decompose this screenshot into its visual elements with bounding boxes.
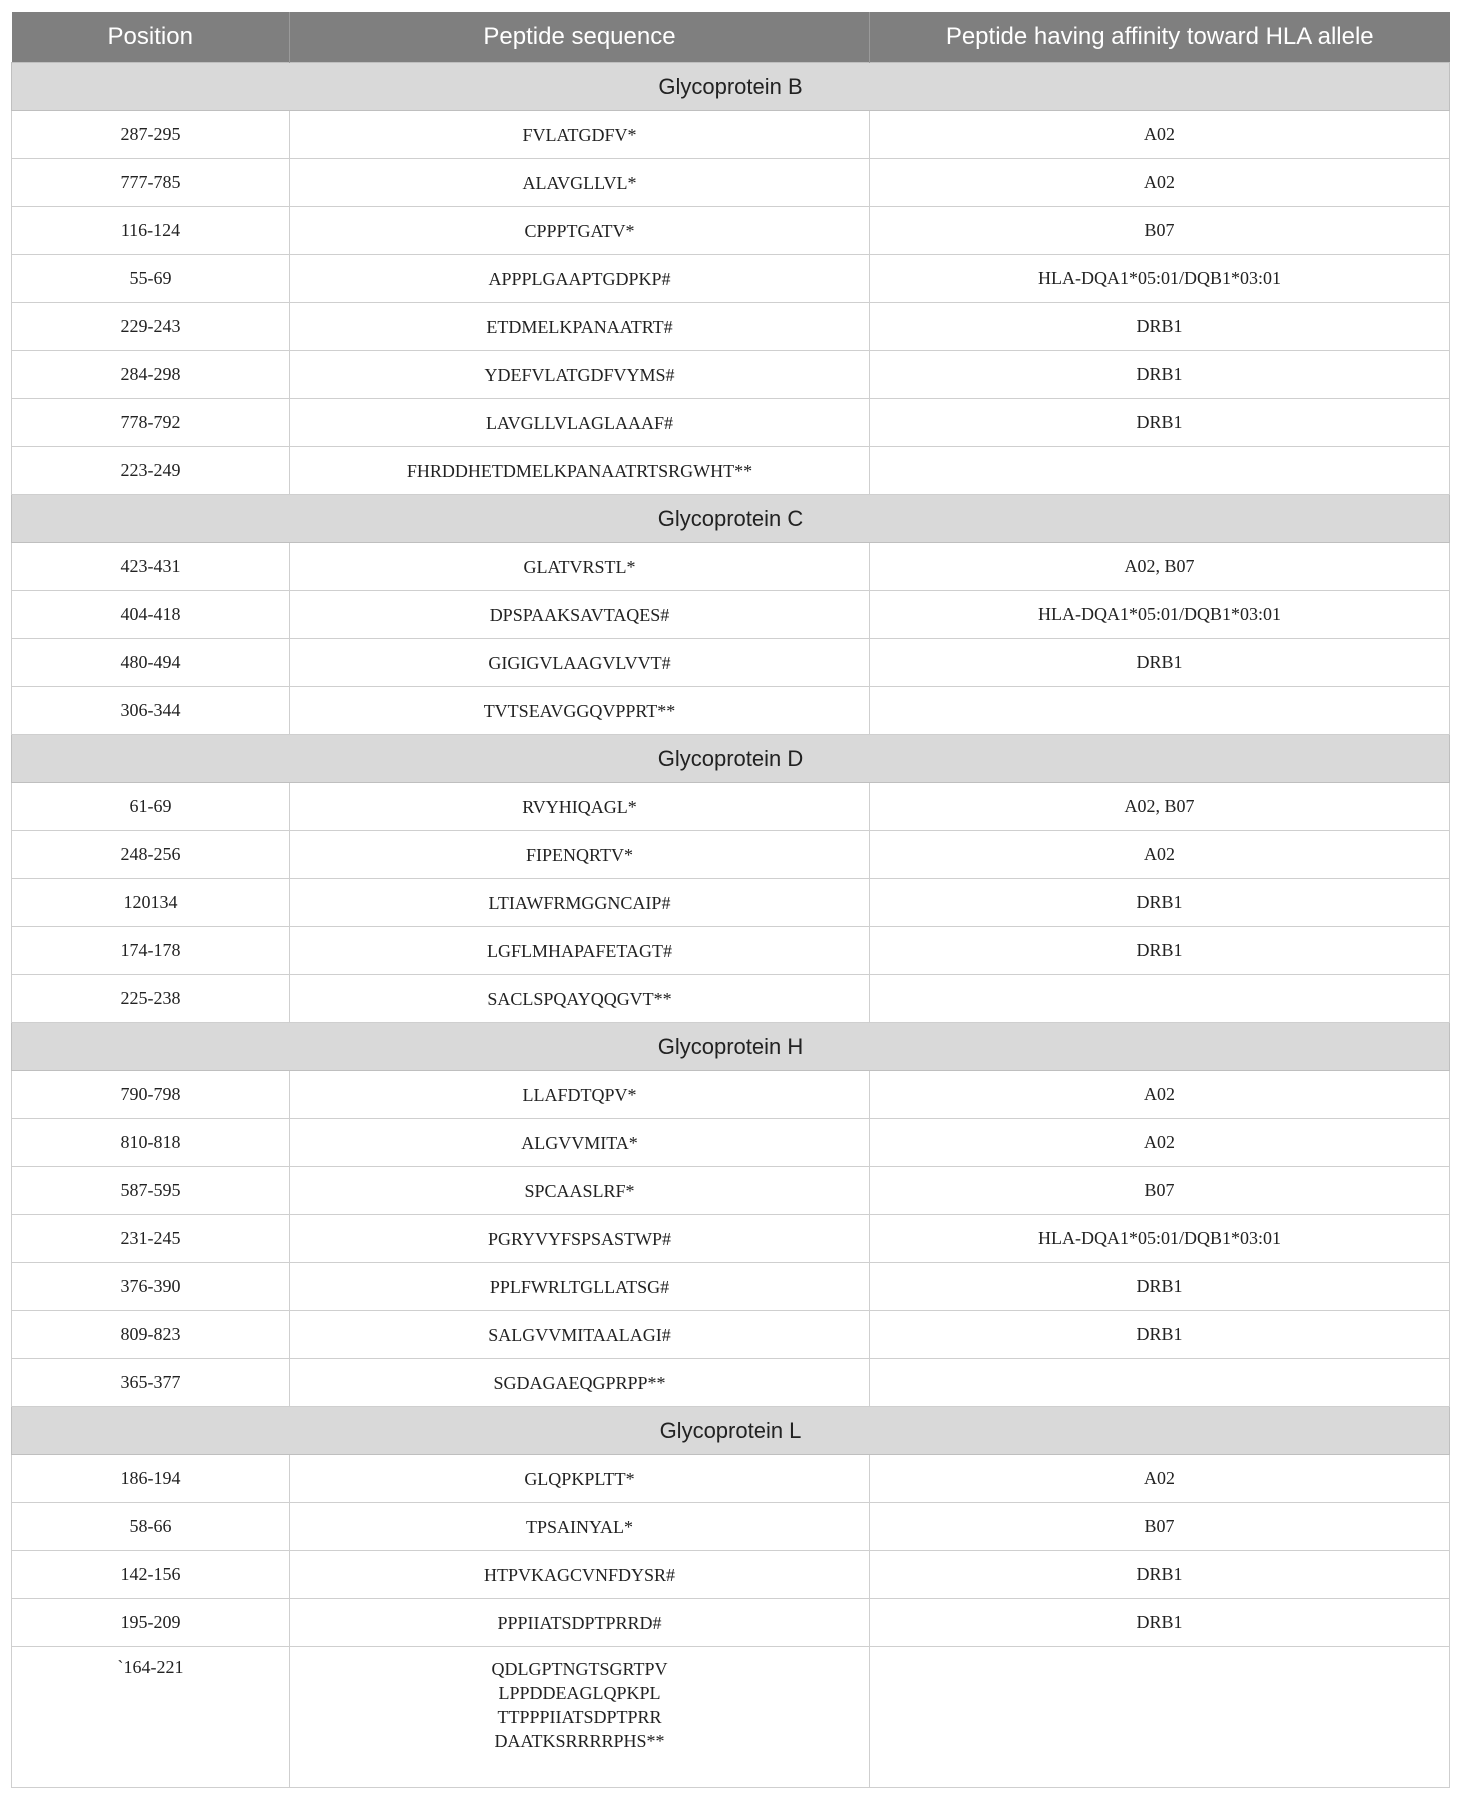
sequence-cell xyxy=(290,975,870,1023)
sequence-line: SACLSPQAYQQGVT** xyxy=(487,988,672,1009)
allele-cell xyxy=(870,975,1450,1023)
sequence-line: APPPLGAAPTGDPKP# xyxy=(488,268,671,289)
table-row xyxy=(12,207,1450,255)
table-row xyxy=(12,687,1450,735)
section-header-row xyxy=(12,495,1450,543)
sequence-cell xyxy=(290,1263,870,1311)
table-row xyxy=(12,1119,1450,1167)
allele-cell: DRB1 xyxy=(870,1599,1450,1647)
allele-cell: A02 xyxy=(870,1455,1450,1503)
section-title: Glycoprotein C xyxy=(12,495,1450,543)
section-title: Glycoprotein D xyxy=(12,735,1450,783)
sequence-cell xyxy=(290,783,870,831)
allele-cell xyxy=(870,447,1450,495)
table-row xyxy=(12,783,1450,831)
position-cell: 809-823 xyxy=(12,1311,290,1359)
table-row xyxy=(12,975,1450,1023)
position-cell: `164-221 xyxy=(12,1647,290,1788)
position-cell: 248-256 xyxy=(12,831,290,879)
sequence-line: QDLGPTNGTSGRTPV xyxy=(491,1659,668,1679)
sequence-cell xyxy=(290,159,870,207)
position-cell: 61-69 xyxy=(12,783,290,831)
position-cell: 404-418 xyxy=(12,591,290,639)
header-allele: Peptide having affinity toward HLA allele xyxy=(870,12,1450,63)
position-cell: 231-245 xyxy=(12,1215,290,1263)
allele-cell: A02 xyxy=(870,831,1450,879)
sequence-cell xyxy=(290,1455,870,1503)
sequence-line: SGDAGAEQGPRPP** xyxy=(493,1372,666,1393)
table-row xyxy=(12,927,1450,975)
peptide-table xyxy=(11,12,1450,1788)
sequence-cell xyxy=(290,543,870,591)
allele-cell: DRB1 xyxy=(870,351,1450,399)
sequence-line: GLATVRSTL* xyxy=(523,556,636,577)
position-cell: 223-249 xyxy=(12,447,290,495)
table-row xyxy=(12,1551,1450,1599)
table-row xyxy=(12,111,1450,159)
position-cell: 480-494 xyxy=(12,639,290,687)
table-row xyxy=(12,351,1450,399)
table-row xyxy=(12,159,1450,207)
allele-cell: DRB1 xyxy=(870,1311,1450,1359)
sequence-cell xyxy=(290,591,870,639)
table-row xyxy=(12,1359,1450,1407)
allele-cell: DRB1 xyxy=(870,639,1450,687)
sequence-line: LGFLMHAPAFETAGT# xyxy=(487,940,672,961)
sequence-cell xyxy=(290,687,870,735)
allele-cell: DRB1 xyxy=(870,1551,1450,1599)
allele-cell: A02 xyxy=(870,1119,1450,1167)
sequence-cell xyxy=(290,1167,870,1215)
position-cell: 365-377 xyxy=(12,1359,290,1407)
allele-cell: A02, B07 xyxy=(870,543,1450,591)
sequence-cell xyxy=(290,831,870,879)
allele-cell: B07 xyxy=(870,207,1450,255)
table-row xyxy=(12,639,1450,687)
sequence-cell xyxy=(290,255,870,303)
position-cell: 790-798 xyxy=(12,1071,290,1119)
position-cell: 287-295 xyxy=(12,111,290,159)
sequence-line: GLQPKPLTT* xyxy=(524,1468,635,1489)
sequence-line: DAATKSRRRRPHS** xyxy=(494,1731,665,1751)
section-header-row xyxy=(12,1407,1450,1455)
table-row xyxy=(12,1167,1450,1215)
sequence-cell xyxy=(290,1551,870,1599)
table-row xyxy=(12,255,1450,303)
position-cell: 120134 xyxy=(12,879,290,927)
table-row xyxy=(12,1215,1450,1263)
sequence-cell xyxy=(290,1311,870,1359)
header-position: Position xyxy=(12,12,290,63)
position-cell: 284-298 xyxy=(12,351,290,399)
sequence-line: LAVGLLVLAGLAAAF# xyxy=(485,412,673,433)
section-header-row xyxy=(12,735,1450,783)
sequence-line: SPCAASLRF* xyxy=(524,1180,635,1201)
sequence-line: GIGIGVLAAGVLVVT# xyxy=(488,652,671,673)
allele-cell: DRB1 xyxy=(870,1263,1450,1311)
sequence-line: ALGVVMITA* xyxy=(521,1132,638,1153)
sequence-cell xyxy=(290,303,870,351)
sequence-line: LLAFDTQPV* xyxy=(522,1084,637,1105)
sequence-line: ALAVGLLVL* xyxy=(522,172,637,193)
position-cell: 225-238 xyxy=(12,975,290,1023)
sequence-cell xyxy=(290,879,870,927)
position-cell: 58-66 xyxy=(12,1503,290,1551)
table-row xyxy=(12,831,1450,879)
table-body xyxy=(12,63,1450,1788)
allele-cell xyxy=(870,1359,1450,1407)
table-row xyxy=(12,1263,1450,1311)
sequence-cell xyxy=(290,1071,870,1119)
allele-cell: HLA-DQA1*05:01/DQB1*03:01 xyxy=(870,255,1450,303)
sequence-line: FVLATGDFV* xyxy=(522,124,637,145)
position-cell: 174-178 xyxy=(12,927,290,975)
position-cell: 55-69 xyxy=(12,255,290,303)
sequence-line: SALGVVMITAALAGI# xyxy=(488,1324,671,1345)
section-title: Glycoprotein H xyxy=(12,1023,1450,1071)
sequence-cell xyxy=(290,207,870,255)
header-sequence: Peptide sequence xyxy=(290,12,870,63)
sequence-cell xyxy=(290,1359,870,1407)
allele-cell: A02, B07 xyxy=(870,783,1450,831)
sequence-line: FHRDDHETDMELKPANAATRTSRGWHT** xyxy=(406,460,753,481)
position-cell: 229-243 xyxy=(12,303,290,351)
table-row xyxy=(12,1599,1450,1647)
sequence-line: DPSPAAKSAVTAQES# xyxy=(489,604,670,625)
table-row xyxy=(12,543,1450,591)
position-cell: 116-124 xyxy=(12,207,290,255)
allele-cell: B07 xyxy=(870,1167,1450,1215)
table-row xyxy=(12,399,1450,447)
sequence-line: FIPENQRTV* xyxy=(526,844,633,865)
sequence-line: PPPIIATSDPTPRRD# xyxy=(497,1612,662,1633)
sequence-line: LTIAWFRMGGNCAIP# xyxy=(488,892,671,913)
position-cell: 777-785 xyxy=(12,159,290,207)
sequence-line: RVYHIQAGL* xyxy=(522,796,637,817)
section-title: Glycoprotein B xyxy=(12,63,1450,111)
position-cell: 195-209 xyxy=(12,1599,290,1647)
allele-cell: B07 xyxy=(870,1503,1450,1551)
position-cell: 587-595 xyxy=(12,1167,290,1215)
sequence-cell xyxy=(290,351,870,399)
position-cell: 376-390 xyxy=(12,1263,290,1311)
allele-cell: DRB1 xyxy=(870,303,1450,351)
table-row xyxy=(12,1647,1450,1788)
position-cell: 186-194 xyxy=(12,1455,290,1503)
sequence-cell xyxy=(290,1599,870,1647)
allele-cell: DRB1 xyxy=(870,927,1450,975)
position-cell: 306-344 xyxy=(12,687,290,735)
table-row xyxy=(12,447,1450,495)
allele-cell: DRB1 xyxy=(870,399,1450,447)
table-row xyxy=(12,1311,1450,1359)
section-header-row xyxy=(12,1023,1450,1071)
allele-cell xyxy=(870,687,1450,735)
position-cell: 810-818 xyxy=(12,1119,290,1167)
allele-cell: HLA-DQA1*05:01/DQB1*03:01 xyxy=(870,1215,1450,1263)
sequence-cell xyxy=(290,927,870,975)
allele-cell: DRB1 xyxy=(870,879,1450,927)
sequence-cell xyxy=(290,1647,870,1788)
sequence-cell xyxy=(290,1119,870,1167)
sequence-line: TVTSEAVGGQVPPRT** xyxy=(483,700,676,721)
sequence-cell xyxy=(290,447,870,495)
position-cell: 423-431 xyxy=(12,543,290,591)
allele-cell: A02 xyxy=(870,159,1450,207)
table-row xyxy=(12,303,1450,351)
sequence-line: LPPDDEAGLQPKPL xyxy=(498,1683,661,1703)
position-cell: 778-792 xyxy=(12,399,290,447)
allele-cell: A02 xyxy=(870,111,1450,159)
sequence-cell xyxy=(290,111,870,159)
table-row xyxy=(12,591,1450,639)
sequence-cell xyxy=(290,639,870,687)
sequence-line: CPPPTGATV* xyxy=(524,220,635,241)
sequence-line: HTPVKAGCVNFDYSR# xyxy=(483,1564,676,1585)
allele-cell: HLA-DQA1*05:01/DQB1*03:01 xyxy=(870,591,1450,639)
sequence-line: PPLFWRLTGLLATSG# xyxy=(489,1276,670,1297)
section-header-row xyxy=(12,63,1450,111)
header-row xyxy=(12,12,1450,63)
position-cell: 142-156 xyxy=(12,1551,290,1599)
allele-cell: A02 xyxy=(870,1071,1450,1119)
sequence-cell xyxy=(290,1215,870,1263)
table-row xyxy=(12,1455,1450,1503)
table-row xyxy=(12,1071,1450,1119)
table-row xyxy=(12,879,1450,927)
allele-cell xyxy=(870,1647,1450,1788)
sequence-cell xyxy=(290,399,870,447)
sequence-line: YDEFVLATGDFVYMS# xyxy=(484,364,675,385)
section-title: Glycoprotein L xyxy=(12,1407,1450,1455)
sequence-line: TTPPPIIATSDPTPRR xyxy=(497,1707,662,1727)
sequence-line: ETDMELKPANAATRT# xyxy=(486,316,673,337)
sequence-line: PGRYVYFSPSASTWP# xyxy=(487,1228,672,1249)
sequence-line: TPSAINYAL* xyxy=(525,1516,633,1537)
sequence-cell xyxy=(290,1503,870,1551)
table-row xyxy=(12,1503,1450,1551)
